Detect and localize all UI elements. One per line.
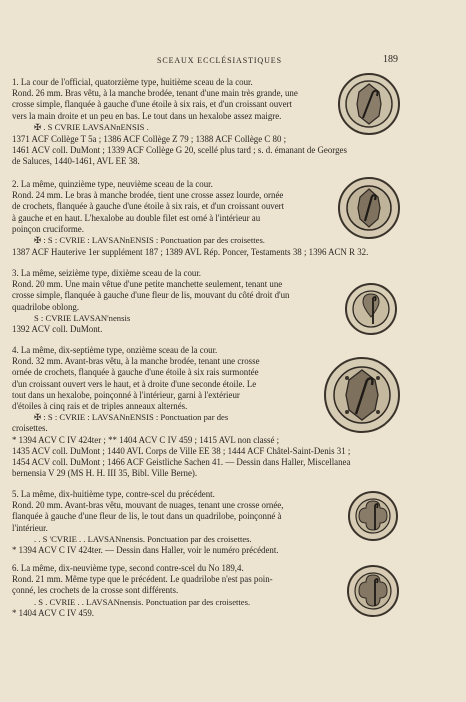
entry-line: Rond. 21 mm. Même type que le précédent. Le quadrilobe n'est pas poin- — [12, 574, 273, 585]
entry-1-sources — [12, 134, 456, 168]
entry-line: quadrilobe oblong. — [12, 301, 80, 312]
entry-line: d'étoiles à cinq rais et de triples anneaux alternés. — [12, 401, 188, 412]
seal-legend: ✠ . S CVRIE LAVSANnENSIS . — [34, 121, 149, 132]
entry-3 — [12, 268, 330, 335]
entry-line: 1387 ACF Hauterive 1er supplément 187 ; 1389 AVL Rép. Poncer, Testaments 38 ; 1396 ACN R 32. — [12, 247, 369, 257]
entry-line: * 1404 ACV C IV 459. — [12, 607, 95, 618]
entry-line: de crochets, flanquée à gauche d'une étoile à six rais, et d'un croissant ouvert — [12, 201, 285, 212]
entry-line: 6. La même, dix-neuvième type, second contre-scel du No 189,4. — [12, 563, 244, 573]
entry-line: Rond. 32 mm. Avant-bras vêtu, à la manche brodée, tenant une crosse — [12, 356, 260, 367]
entry-2 — [12, 179, 330, 246]
entry-line: 1. La cour de l'official, quatorzième type, huitième sceau de la cour. — [12, 77, 253, 87]
entry-line: Rond. 24 mm. Le bras à manche brodée, tient une crosse assez lourde, ornée — [12, 190, 284, 201]
entry-line: 3. La même, seizième type, dixième sceau de la cour. — [12, 268, 202, 278]
entry-line: bernensia V 29 (MS H. H. III 35, Bibl. Ville Berne). — [12, 468, 198, 479]
seal-legend: S : CVRIE LAVSAN'nensis — [34, 312, 131, 323]
seal-image-1 — [337, 72, 401, 136]
entry-1 — [12, 77, 332, 133]
entry-line: de Saluces, 1440-1461, AVL EE 38. — [12, 156, 140, 167]
entry-6 — [12, 563, 334, 619]
entry-line: 1392 ACV coll. DuMont. — [12, 324, 103, 335]
seal-image-2 — [337, 176, 401, 240]
seal-legend: ✠ : S : CVRIE : LAVSANnENSIS : Ponctuation par des — [34, 412, 229, 423]
running-header — [0, 55, 466, 69]
entry-line: 1435 ACV coll. DuMont ; 1440 AVL Corps de Ville EE 38 ; 1444 ACF Châtel-Saint-Denis 31 ; — [12, 446, 351, 456]
seal-legend: . . S 'CVRIE . . LAVSANnensis. Ponctuation par des croisettes. — [34, 533, 252, 544]
entry-2-sources — [12, 247, 456, 258]
entry-line: 1461 ACV coll. DuMont ; 1339 ACF Collège G 20, scellé plus tard ; s. d. émanant de Georges — [12, 145, 347, 156]
entry-5 — [12, 489, 334, 556]
entry-line: l'intérieur. — [12, 522, 48, 533]
entry-line: 4. La même, dix-septième type, onzième sceau de la cour. — [12, 345, 218, 355]
entry-line: * 1394 ACV C IV 424ter. — Dessin dans Haller, voir le numéro précédent. — [12, 545, 279, 556]
seal-legend: ✠ : S : CVRIE : LAVSANnENSIS : Ponctuation par des croisettes. — [34, 235, 265, 246]
seal-image-3 — [344, 282, 398, 336]
entry-line: 2. La même, quinzième type, neuvième sceau de la cour. — [12, 179, 213, 189]
entry-line: à gauche et en haut. L'hexalobe au double filet est orné à l'intérieur au — [12, 212, 261, 223]
entry-line: flanquée à gauche d'une fleur de lis, le tout dans un quadrilobe, poinçonné à — [12, 511, 282, 522]
entry-4-sources — [12, 446, 456, 480]
entry-line: vers la main droite et un peu en bas. Le tout dans un hexalobe assez maigre. — [12, 110, 282, 121]
entry-line: d'un croissant ouvert vers le haut, et à droite d'une seconde étoile. Le — [12, 378, 257, 389]
entry-line: çonné, les crochets de la crosse sont différents. — [12, 585, 179, 596]
entry-line: * 1394 ACV C IV 424ter ; ** 1404 ACV C IV 459 ; 1415 AVL non classé ; — [12, 434, 280, 445]
entry-line: 5. La même, dix-huitième type, contre-scel du précédent. — [12, 489, 215, 499]
entry-line: poinçon cruciforme. — [12, 223, 84, 234]
entry-line: tout dans un hexalobe, poinçonné à l'intérieur, garni à l'extérieur — [12, 389, 240, 400]
running-title: SCEAUX ECCLÉSIASTIQUES — [157, 56, 282, 65]
seal-image-4 — [323, 356, 401, 434]
seal-image-6 — [346, 564, 400, 618]
entry-line: Rond. 26 mm. Bras vêtu, à la manche brodée, tenant d'une main très grande, une — [12, 88, 298, 99]
entry-line: 1371 ACF Collège T 5a ; 1386 ACF Collège Z 79 ; 1388 ACF Collège C 80 ; — [12, 134, 287, 144]
entry-line: crosse simple, flanquée à gauche d'une fleur de lis, mouvant du côté droit d'un — [12, 290, 290, 301]
entry-line: 1454 ACV coll. DuMont ; 1466 ACF Geistliche Sachen 41. — Dessin dans Haller, Miscellanea — [12, 457, 351, 468]
entry-line: croisettes. — [12, 423, 48, 434]
entry-line: Rond. 20 mm. Avant-bras vêtu, mouvant de nuages, tenant une crosse ornée, — [12, 500, 284, 511]
entry-4 — [12, 345, 334, 446]
seal-legend: . S . CVRIE . . LAVSANnensis. Ponctuation par des croisettes. — [34, 596, 251, 607]
entry-line: ornée de crochets, flanquée à gauche d'une étoile à six rais surmontée — [12, 367, 259, 378]
page-number: 189 — [383, 54, 398, 65]
seal-image-5 — [347, 490, 399, 542]
entry-line: Rond. 20 mm. Une main vêtue d'une petite manchette seulement, tenant une — [12, 279, 283, 290]
entry-line: crosse simple, flanquée à gauche d'une étoile à six rais, et d'un croissant ouvert — [12, 99, 292, 110]
